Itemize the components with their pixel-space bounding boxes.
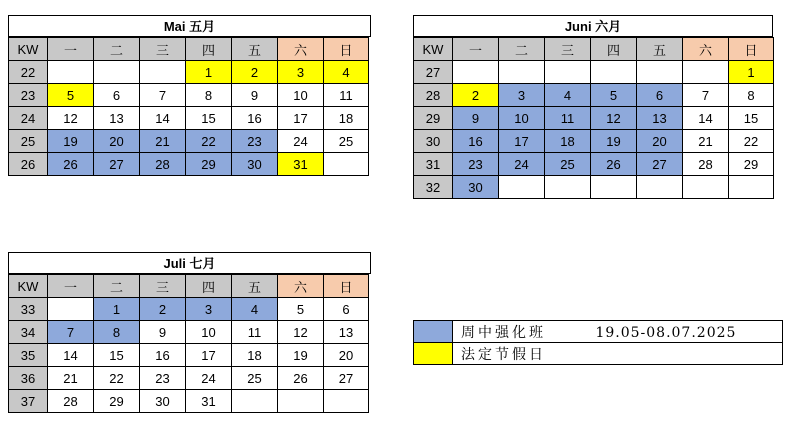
day-cell: 25 — [324, 130, 369, 153]
week-row — [9, 153, 369, 176]
day-cell: 10 — [499, 107, 545, 130]
day-cell: 2 — [140, 298, 186, 321]
day-cell: 28 — [683, 153, 729, 176]
day-cell: 23 — [453, 153, 499, 176]
weekday-header: 日 — [729, 38, 774, 61]
weekday-header: 六 — [683, 38, 729, 61]
empty-day-cell — [324, 390, 369, 413]
calendar-mai — [8, 15, 371, 176]
kw-header: KW — [9, 275, 48, 298]
day-cell: 17 — [278, 107, 324, 130]
day-cell: 21 — [140, 130, 186, 153]
day-cell: 20 — [94, 130, 140, 153]
kw-cell: 33 — [9, 298, 48, 321]
kw-cell: 36 — [9, 367, 48, 390]
kw-cell: 30 — [414, 130, 453, 153]
day-cell: 7 — [140, 84, 186, 107]
day-cell: 17 — [186, 344, 232, 367]
day-cell: 14 — [683, 107, 729, 130]
empty-day-cell — [140, 61, 186, 84]
empty-day-cell — [591, 61, 637, 84]
kw-cell: 37 — [9, 390, 48, 413]
day-cell: 4 — [232, 298, 278, 321]
empty-day-cell — [48, 298, 94, 321]
day-cell: 29 — [186, 153, 232, 176]
holiday-label: 法定节假日 — [461, 346, 546, 363]
kw-cell: 23 — [9, 84, 48, 107]
day-cell: 1 — [729, 61, 774, 84]
day-cell: 18 — [232, 344, 278, 367]
day-cell: 28 — [140, 153, 186, 176]
day-cell: 7 — [683, 84, 729, 107]
day-cell: 16 — [453, 130, 499, 153]
weekday-header: 二 — [94, 275, 140, 298]
weekday-header-row — [414, 38, 774, 61]
week-row — [9, 321, 369, 344]
kw-cell: 29 — [414, 107, 453, 130]
week-row — [9, 390, 369, 413]
weekday-header: 六 — [278, 275, 324, 298]
kw-cell: 24 — [9, 107, 48, 130]
day-cell: 2 — [232, 61, 278, 84]
day-cell: 13 — [94, 107, 140, 130]
week-row — [9, 130, 369, 153]
week-row — [414, 107, 774, 130]
day-cell: 22 — [94, 367, 140, 390]
day-cell: 26 — [591, 153, 637, 176]
day-cell: 23 — [140, 367, 186, 390]
legend-course-text — [453, 321, 783, 343]
empty-day-cell — [637, 61, 683, 84]
weekday-header: 三 — [140, 38, 186, 61]
day-cell: 16 — [140, 344, 186, 367]
day-cell: 24 — [186, 367, 232, 390]
empty-day-cell — [324, 153, 369, 176]
day-cell: 10 — [186, 321, 232, 344]
empty-day-cell — [278, 390, 324, 413]
weekday-header: 日 — [324, 38, 369, 61]
weekday-header: 四 — [186, 275, 232, 298]
day-cell: 15 — [186, 107, 232, 130]
weekday-header: 五 — [232, 38, 278, 61]
course-label: 周中强化班 — [461, 324, 546, 341]
empty-day-cell — [591, 176, 637, 199]
day-cell: 3 — [499, 84, 545, 107]
day-cell: 18 — [545, 130, 591, 153]
kw-cell: 34 — [9, 321, 48, 344]
day-cell: 25 — [232, 367, 278, 390]
day-cell: 27 — [324, 367, 369, 390]
empty-day-cell — [499, 176, 545, 199]
day-cell: 4 — [324, 61, 369, 84]
day-cell: 8 — [94, 321, 140, 344]
weekday-header: 二 — [94, 38, 140, 61]
day-cell: 1 — [94, 298, 140, 321]
day-cell: 1 — [186, 61, 232, 84]
kw-cell: 25 — [9, 130, 48, 153]
day-cell: 12 — [278, 321, 324, 344]
day-cell: 24 — [499, 153, 545, 176]
weekday-header: 四 — [186, 38, 232, 61]
day-cell: 12 — [48, 107, 94, 130]
weekday-header: 六 — [278, 38, 324, 61]
day-cell: 17 — [499, 130, 545, 153]
week-row — [414, 130, 774, 153]
day-cell: 26 — [48, 153, 94, 176]
kw-cell: 27 — [414, 61, 453, 84]
week-row — [414, 61, 774, 84]
day-cell: 5 — [591, 84, 637, 107]
empty-day-cell — [48, 61, 94, 84]
day-cell: 25 — [545, 153, 591, 176]
legend — [413, 320, 783, 365]
day-cell: 30 — [140, 390, 186, 413]
empty-day-cell — [94, 61, 140, 84]
day-cell: 6 — [324, 298, 369, 321]
empty-day-cell — [683, 61, 729, 84]
day-cell: 11 — [324, 84, 369, 107]
day-cell: 4 — [545, 84, 591, 107]
day-cell: 14 — [48, 344, 94, 367]
day-cell: 7 — [48, 321, 94, 344]
kw-cell: 32 — [414, 176, 453, 199]
month-grid — [8, 37, 369, 176]
week-row — [9, 344, 369, 367]
week-row — [9, 298, 369, 321]
empty-day-cell — [232, 390, 278, 413]
empty-day-cell — [637, 176, 683, 199]
day-cell: 31 — [278, 153, 324, 176]
day-cell: 21 — [683, 130, 729, 153]
day-cell: 13 — [324, 321, 369, 344]
day-cell: 30 — [453, 176, 499, 199]
day-cell: 6 — [637, 84, 683, 107]
day-cell: 3 — [278, 61, 324, 84]
day-cell: 12 — [591, 107, 637, 130]
day-cell: 6 — [94, 84, 140, 107]
day-cell: 9 — [453, 107, 499, 130]
week-row — [9, 84, 369, 107]
day-cell: 2 — [453, 84, 499, 107]
day-cell: 19 — [278, 344, 324, 367]
calendar-juni — [413, 15, 774, 199]
month-title: Mai 五月 — [8, 15, 371, 37]
day-cell: 8 — [186, 84, 232, 107]
weekday-header: 日 — [324, 275, 369, 298]
day-cell: 29 — [729, 153, 774, 176]
holiday-swatch — [414, 343, 453, 365]
kw-header: KW — [414, 38, 453, 61]
day-cell: 22 — [186, 130, 232, 153]
weekday-header: 四 — [591, 38, 637, 61]
day-cell: 15 — [94, 344, 140, 367]
empty-day-cell — [729, 176, 774, 199]
day-cell: 26 — [278, 367, 324, 390]
day-cell: 11 — [545, 107, 591, 130]
course-dates: 19.05-08.07.2025 — [595, 324, 737, 341]
day-cell: 27 — [637, 153, 683, 176]
month-title: Juli 七月 — [8, 252, 371, 274]
day-cell: 20 — [324, 344, 369, 367]
month-grid — [413, 37, 774, 199]
empty-day-cell — [545, 176, 591, 199]
day-cell: 5 — [48, 84, 94, 107]
day-cell: 3 — [186, 298, 232, 321]
day-cell: 15 — [729, 107, 774, 130]
month-grid — [8, 274, 369, 413]
calendar-juli — [8, 252, 371, 413]
kw-cell: 31 — [414, 153, 453, 176]
kw-cell: 35 — [9, 344, 48, 367]
day-cell: 24 — [278, 130, 324, 153]
day-cell: 19 — [591, 130, 637, 153]
day-cell: 5 — [278, 298, 324, 321]
day-cell: 20 — [637, 130, 683, 153]
day-cell: 31 — [186, 390, 232, 413]
legend-row-course — [414, 321, 783, 343]
day-cell: 23 — [232, 130, 278, 153]
day-cell: 29 — [94, 390, 140, 413]
day-cell: 18 — [324, 107, 369, 130]
day-cell: 22 — [729, 130, 774, 153]
weekday-header: 二 — [499, 38, 545, 61]
day-cell: 10 — [278, 84, 324, 107]
month-title: Juni 六月 — [413, 15, 773, 37]
kw-cell: 22 — [9, 61, 48, 84]
week-row — [9, 367, 369, 390]
weekday-header-row — [9, 38, 369, 61]
weekday-header-row — [9, 275, 369, 298]
day-cell: 11 — [232, 321, 278, 344]
course-swatch — [414, 321, 453, 343]
day-cell: 8 — [729, 84, 774, 107]
kw-cell: 26 — [9, 153, 48, 176]
day-cell: 13 — [637, 107, 683, 130]
empty-day-cell — [683, 176, 729, 199]
weekday-header: 五 — [232, 275, 278, 298]
day-cell: 21 — [48, 367, 94, 390]
week-row — [414, 84, 774, 107]
legend-holiday-text — [453, 343, 783, 365]
week-row — [414, 153, 774, 176]
week-row — [414, 176, 774, 199]
weekday-header: 一 — [48, 38, 94, 61]
legend-row-holiday — [414, 343, 783, 365]
day-cell: 14 — [140, 107, 186, 130]
day-cell: 28 — [48, 390, 94, 413]
day-cell: 9 — [140, 321, 186, 344]
week-row — [9, 61, 369, 84]
empty-day-cell — [499, 61, 545, 84]
weekday-header: 一 — [48, 275, 94, 298]
weekday-header: 三 — [545, 38, 591, 61]
empty-day-cell — [545, 61, 591, 84]
day-cell: 16 — [232, 107, 278, 130]
kw-header: KW — [9, 38, 48, 61]
empty-day-cell — [453, 61, 499, 84]
weekday-header: 三 — [140, 275, 186, 298]
day-cell: 9 — [232, 84, 278, 107]
weekday-header: 五 — [637, 38, 683, 61]
week-row — [9, 107, 369, 130]
day-cell: 19 — [48, 130, 94, 153]
kw-cell: 28 — [414, 84, 453, 107]
day-cell: 30 — [232, 153, 278, 176]
weekday-header: 一 — [453, 38, 499, 61]
day-cell: 27 — [94, 153, 140, 176]
